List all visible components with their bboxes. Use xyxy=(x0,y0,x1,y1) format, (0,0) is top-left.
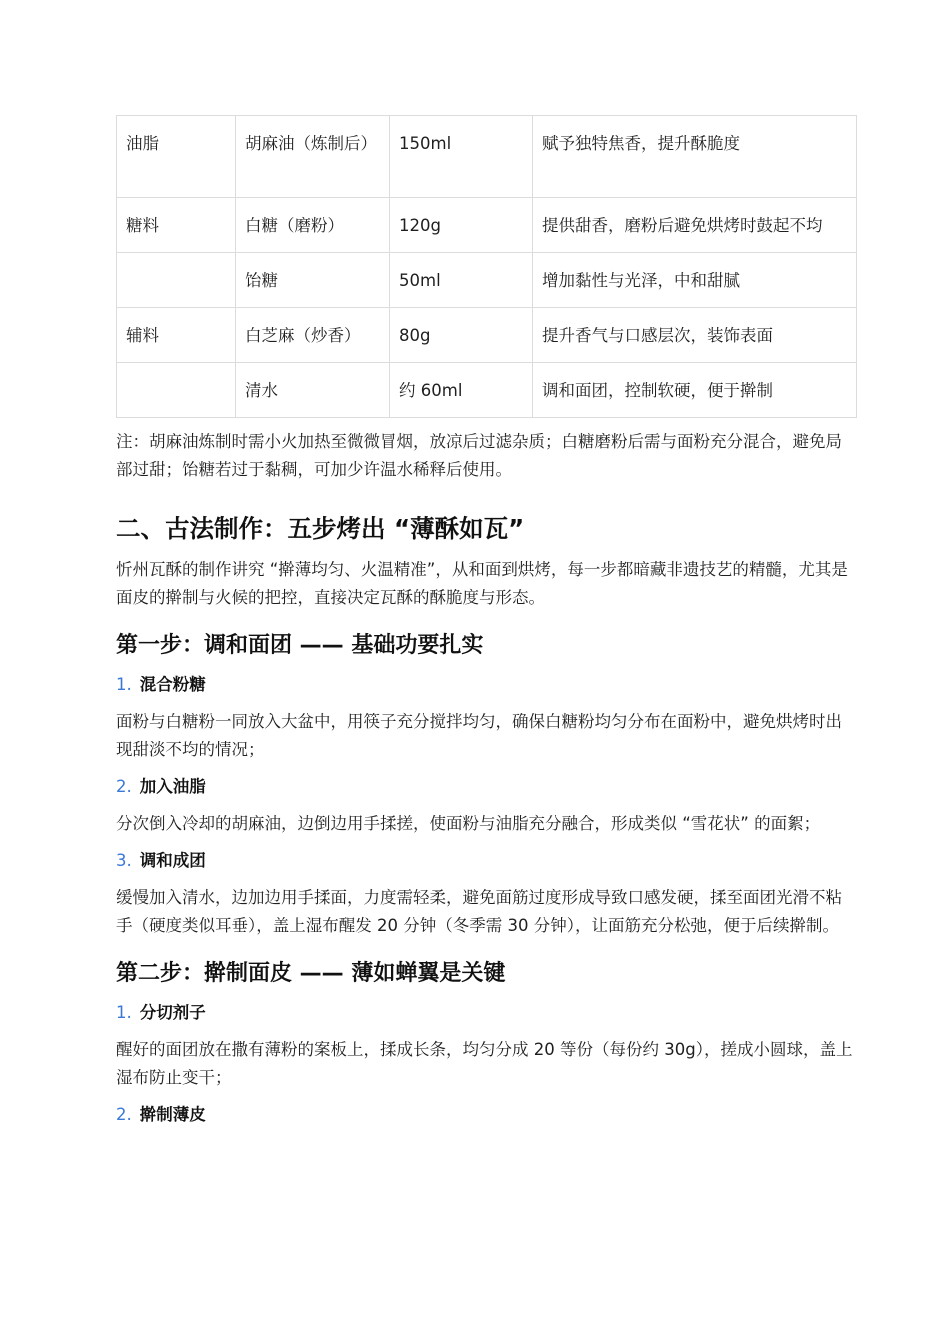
list-item-text: 醒好的面团放在撒有薄粉的案板上，揉成长条，均匀分成 20 等份（每份约 30g），搓成小圆球，盖上湿布防止变干； xyxy=(116,1040,853,1087)
list-item-title: 混合粉糖 xyxy=(139,675,206,694)
table-note: 注：胡麻油炼制时需小火加热至微微冒烟，放凉后过滤杂质；白糖磨粉后需与面粉充分混合，避免局部过甜；饴糖若过于黏稠，可加少许温水稀释后使用。 xyxy=(116,432,842,479)
table-cell-category xyxy=(117,363,236,418)
table-row xyxy=(117,198,857,253)
document-page xyxy=(116,115,856,1128)
table-row xyxy=(117,116,857,198)
table-cell-effect: 调和面团，控制软硬，便于擀制 xyxy=(533,363,857,418)
table-cell-effect: 增加黏性与光泽，中和甜腻 xyxy=(533,253,857,308)
table-cell-effect: 赋予独特焦香，提升酥脆度 xyxy=(533,116,857,198)
list-item xyxy=(116,1102,856,1128)
table-cell-category xyxy=(117,253,236,308)
list-number: 1. xyxy=(116,675,132,694)
ingredients-table xyxy=(116,115,857,418)
list-number: 1. xyxy=(116,1003,132,1022)
list-item xyxy=(116,774,856,800)
list-item-title: 分切剂子 xyxy=(139,1003,206,1022)
list-item xyxy=(116,848,856,874)
table-cell-category: 糖料 xyxy=(117,198,236,253)
step2-heading: 第二步：擀制面皮 —— 薄如蝉翼是关键 xyxy=(116,961,506,986)
section-heading: 二、古法制作：五步烤出 “薄酥如瓦” xyxy=(116,514,525,543)
list-item-title: 调和成团 xyxy=(139,851,206,870)
table-cell-ingredient: 白糖（磨粉） xyxy=(236,198,390,253)
table-row xyxy=(117,253,857,308)
list-number: 2. xyxy=(116,1105,132,1124)
table-cell-ingredient: 饴糖 xyxy=(236,253,390,308)
list-number: 2. xyxy=(116,777,132,796)
section-intro: 忻州瓦酥的制作讲究 “擀薄均匀、火温精准”，从和面到烘烤，每一步都暗藏非遗技艺的精髓，尤其是面皮的擀制与火候的把控，直接决定瓦酥的酥脆度与形态。 xyxy=(116,560,848,607)
list-item xyxy=(116,1000,856,1026)
table-cell-category: 油脂 xyxy=(117,116,236,198)
table-row xyxy=(117,363,857,418)
step1-heading: 第一步：调和面团 —— 基础功要扎实 xyxy=(116,633,484,658)
table-row xyxy=(117,308,857,363)
table-cell-ingredient: 胡麻油（炼制后） xyxy=(236,116,390,198)
table-cell-amount: 80g xyxy=(390,308,533,363)
table-cell-ingredient: 白芝麻（炒香） xyxy=(236,308,390,363)
list-item xyxy=(116,672,856,698)
list-item-text: 面粉与白糖粉一同放入大盆中，用筷子充分搅拌均匀，确保白糖粉均匀分布在面粉中，避免烘烤时出现甜淡不均的情况； xyxy=(116,712,842,759)
table-cell-ingredient: 清水 xyxy=(236,363,390,418)
list-item-text: 缓慢加入清水，边加边用手揉面，力度需轻柔，避免面筋过度形成导致口感发硬，揉至面团光滑不粘手（硬度类似耳垂），盖上湿布醒发 20 分钟（冬季需 30 分钟），让面筋充分松弛，便于后续擀制。 xyxy=(116,888,842,935)
table-cell-category: 辅料 xyxy=(117,308,236,363)
table-cell-effect: 提供甜香，磨粉后避免烘烤时鼓起不均 xyxy=(533,198,857,253)
table-cell-amount: 约 60ml xyxy=(390,363,533,418)
list-item-text: 分次倒入冷却的胡麻油，边倒边用手揉搓，使面粉与油脂充分融合，形成类似 “雪花状” 的面絮； xyxy=(116,814,821,833)
table-cell-effect: 提升香气与口感层次，装饰表面 xyxy=(533,308,857,363)
table-cell-amount: 50ml xyxy=(390,253,533,308)
list-number: 3. xyxy=(116,851,132,870)
list-item-title: 加入油脂 xyxy=(139,777,206,796)
table-cell-amount: 150ml xyxy=(390,116,533,198)
list-item-title: 擀制薄皮 xyxy=(139,1105,206,1124)
table-cell-amount: 120g xyxy=(390,198,533,253)
